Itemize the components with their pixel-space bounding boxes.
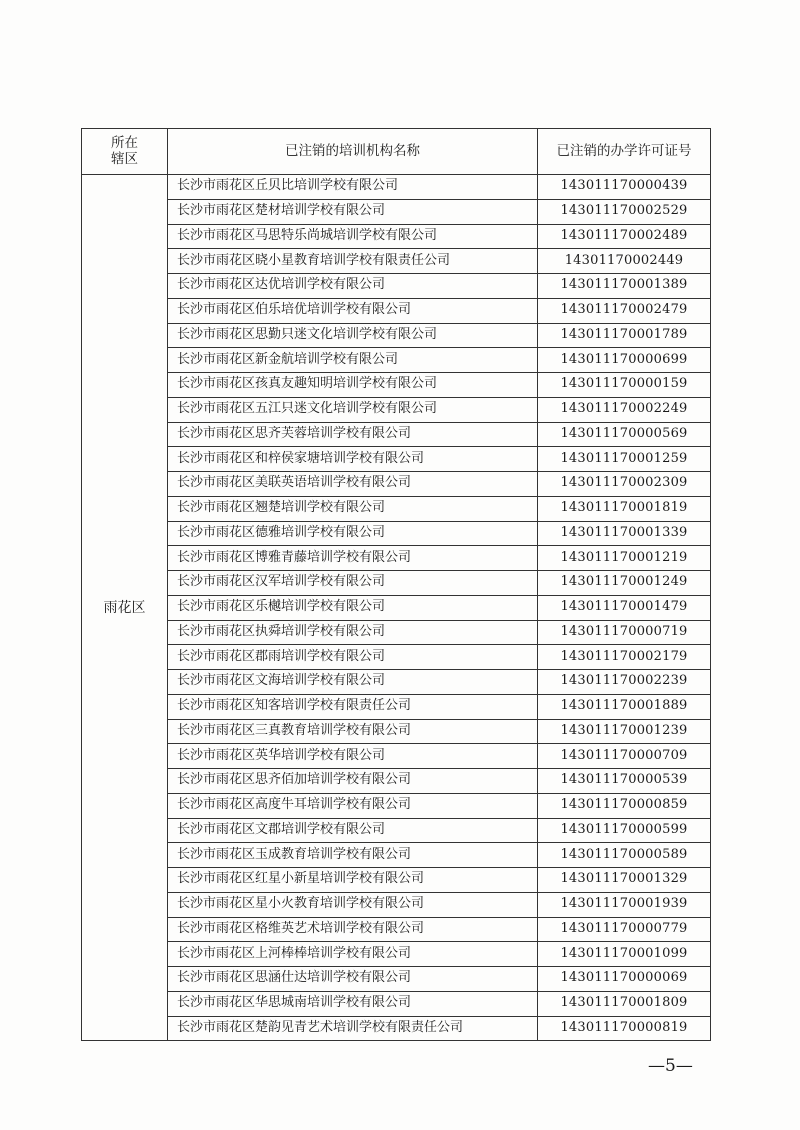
table-row [82, 818, 711, 843]
table-row [82, 175, 711, 200]
institution-name-cell: 长沙市雨花区美联英语培训学校有限公司 [168, 472, 538, 497]
license-number-cell: 143011170001389 [538, 274, 711, 299]
institution-name-cell: 长沙市雨花区思齐佰加培训学校有限公司 [168, 769, 538, 794]
deregistered-institutions-table [81, 128, 711, 1041]
license-number-cell: 143011170000719 [538, 620, 711, 645]
license-number-cell: 143011170001809 [538, 991, 711, 1016]
institution-name-cell: 长沙市雨花区思勤只迷文化培训学校有限公司 [168, 323, 538, 348]
table-row [82, 991, 711, 1016]
institution-name-cell: 长沙市雨花区上河棒棒培训学校有限公司 [168, 942, 538, 967]
table-row [82, 645, 711, 670]
table-row [82, 397, 711, 422]
license-number-cell: 143011170002479 [538, 298, 711, 323]
license-number-cell: 143011170000159 [538, 373, 711, 398]
institution-name-cell: 长沙市雨花区思涵仕达培训学校有限公司 [168, 967, 538, 992]
institution-name-cell: 长沙市雨花区高度牛耳培训学校有限公司 [168, 793, 538, 818]
institution-name-cell: 长沙市雨花区红星小新星培训学校有限公司 [168, 868, 538, 893]
table-row [82, 199, 711, 224]
license-number-cell: 143011170001329 [538, 868, 711, 893]
page-number: —5— [648, 1056, 693, 1076]
license-number-cell: 143011170000779 [538, 917, 711, 942]
institution-name-cell: 长沙市雨花区丘贝比培训学校有限公司 [168, 175, 538, 200]
institution-name-cell: 长沙市雨花区乐樾培训学校有限公司 [168, 595, 538, 620]
header-license-number: 已注销的办学许可证号 [538, 129, 711, 175]
table-row [82, 496, 711, 521]
institution-name-cell: 长沙市雨花区思齐芙蓉培训学校有限公司 [168, 422, 538, 447]
institution-name-cell: 长沙市雨花区郡雨培训学校有限公司 [168, 645, 538, 670]
institution-name-cell: 长沙市雨花区知客培训学校有限责任公司 [168, 694, 538, 719]
table-header-row [82, 129, 711, 175]
table-body [82, 175, 711, 1041]
institution-name-cell: 长沙市雨花区执舜培训学校有限公司 [168, 620, 538, 645]
district-cell: 雨花区 [82, 175, 168, 1041]
header-institution-name: 已注销的培训机构名称 [168, 129, 538, 175]
license-number-cell: 143011170002179 [538, 645, 711, 670]
table-row [82, 373, 711, 398]
institution-name-cell: 长沙市雨花区德雅培训学校有限公司 [168, 521, 538, 546]
table-row [82, 719, 711, 744]
license-number-cell: 143011170000819 [538, 1016, 711, 1041]
license-number-cell: 143011170001219 [538, 546, 711, 571]
header-district [82, 129, 168, 175]
institution-name-cell: 长沙市雨花区文郡培训学校有限公司 [168, 818, 538, 843]
table-row [82, 1016, 711, 1041]
license-number-cell: 143011170001339 [538, 521, 711, 546]
institution-name-cell: 长沙市雨花区星小火教育培训学校有限公司 [168, 892, 538, 917]
institution-name-cell: 长沙市雨花区华思城南培训学校有限公司 [168, 991, 538, 1016]
table-row [82, 521, 711, 546]
license-number-cell: 143011170001239 [538, 719, 711, 744]
institution-name-cell: 长沙市雨花区孩真友趣知明培训学校有限公司 [168, 373, 538, 398]
institution-name-cell: 长沙市雨花区翘楚培训学校有限公司 [168, 496, 538, 521]
institution-name-cell: 长沙市雨花区达优培训学校有限公司 [168, 274, 538, 299]
institution-name-cell: 长沙市雨花区博雅青藤培训学校有限公司 [168, 546, 538, 571]
header-district-line2: 辖区 [111, 150, 138, 167]
institution-name-cell: 长沙市雨花区文海培训学校有限公司 [168, 670, 538, 695]
license-number-cell: 143011170002529 [538, 199, 711, 224]
license-number-cell: 143011170001249 [538, 571, 711, 596]
table-row [82, 323, 711, 348]
table-row [82, 249, 711, 274]
table-row [82, 274, 711, 299]
table-row [82, 298, 711, 323]
institution-name-cell: 长沙市雨花区五江只迷文化培训学校有限公司 [168, 397, 538, 422]
license-number-cell: 143011170001479 [538, 595, 711, 620]
table-row [82, 694, 711, 719]
license-number-cell: 143011170000069 [538, 967, 711, 992]
institution-name-cell: 长沙市雨花区新金航培训学校有限公司 [168, 348, 538, 373]
license-number-cell: 143011170002249 [538, 397, 711, 422]
table-row [82, 744, 711, 769]
table-row [82, 942, 711, 967]
license-number-cell: 143011170000569 [538, 422, 711, 447]
table-row [82, 769, 711, 794]
institution-name-cell: 长沙市雨花区楚韵见青艺术培训学校有限责任公司 [168, 1016, 538, 1041]
institution-name-cell: 长沙市雨花区三真教育培训学校有限公司 [168, 719, 538, 744]
license-number-cell: 14301170002449 [538, 249, 711, 274]
table-row [82, 843, 711, 868]
table-row [82, 793, 711, 818]
table-row [82, 472, 711, 497]
license-number-cell: 143011170001789 [538, 323, 711, 348]
license-number-cell: 143011170002239 [538, 670, 711, 695]
license-number-cell: 143011170001099 [538, 942, 711, 967]
institution-name-cell: 长沙市雨花区玉成教育培训学校有限公司 [168, 843, 538, 868]
license-number-cell: 143011170000439 [538, 175, 711, 200]
license-number-cell: 143011170001259 [538, 447, 711, 472]
license-number-cell: 143011170000699 [538, 348, 711, 373]
institution-name-cell: 长沙市雨花区晓小星教育培训学校有限责任公司 [168, 249, 538, 274]
license-number-cell: 143011170000709 [538, 744, 711, 769]
license-number-cell: 143011170000859 [538, 793, 711, 818]
license-number-cell: 143011170000589 [538, 843, 711, 868]
table-row [82, 348, 711, 373]
table-row [82, 422, 711, 447]
license-number-cell: 143011170000539 [538, 769, 711, 794]
institution-name-cell: 长沙市雨花区英华培训学校有限公司 [168, 744, 538, 769]
table-row [82, 892, 711, 917]
table-row [82, 868, 711, 893]
table-row [82, 967, 711, 992]
table-row [82, 620, 711, 645]
table-row [82, 917, 711, 942]
license-number-cell: 143011170002309 [538, 472, 711, 497]
license-number-cell: 143011170000599 [538, 818, 711, 843]
table-row [82, 447, 711, 472]
institution-name-cell: 长沙市雨花区马思特乐尚城培训学校有限公司 [168, 224, 538, 249]
institution-name-cell: 长沙市雨花区格维英艺术培训学校有限公司 [168, 917, 538, 942]
license-number-cell: 143011170001819 [538, 496, 711, 521]
institution-name-cell: 长沙市雨花区伯乐培优培训学校有限公司 [168, 298, 538, 323]
license-number-cell: 143011170002489 [538, 224, 711, 249]
table-row [82, 224, 711, 249]
license-number-cell: 143011170001939 [538, 892, 711, 917]
table-row [82, 546, 711, 571]
table-row [82, 595, 711, 620]
header-district-line1: 所在 [111, 134, 138, 151]
table-row [82, 571, 711, 596]
table-row [82, 670, 711, 695]
license-number-cell: 143011170001889 [538, 694, 711, 719]
institution-name-cell: 长沙市雨花区汉军培训学校有限公司 [168, 571, 538, 596]
institution-name-cell: 长沙市雨花区和梓侯家塘培训学校有限公司 [168, 447, 538, 472]
institution-name-cell: 长沙市雨花区楚材培训学校有限公司 [168, 199, 538, 224]
